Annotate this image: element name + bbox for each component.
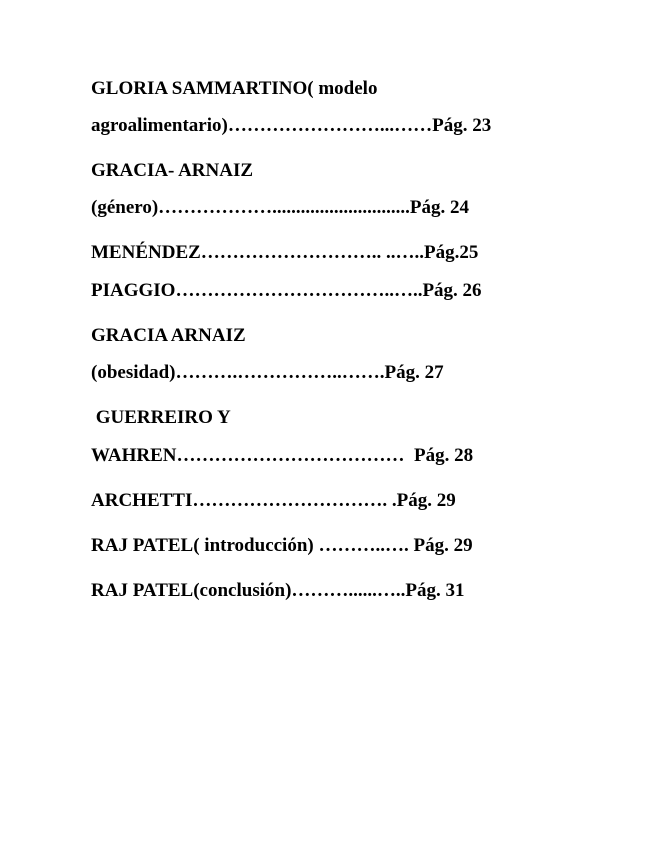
toc-entry-archetti: ARCHETTI…………………………. .Pág. 29	[91, 490, 456, 511]
toc-entry-gracia-arnaiz-genero-line-2: (género)……………….............................Pág. 24	[91, 197, 470, 218]
toc-entry-gracia-arnaiz-obesidad-line-1: GRACIA ARNAIZ	[91, 325, 246, 346]
toc-entry-guerreiro-wahren-line-2: WAHREN……………………………… Pág. 28	[91, 445, 474, 466]
toc-entry-raj-patel-introduccion: RAJ PATEL( introducción) ………..…. Pág. 29	[91, 535, 473, 556]
toc-entry-gracia-arnaiz-obesidad-line-2: (obesidad)……….……………..…….Pág. 27	[91, 362, 444, 383]
toc-entry-guerreiro-wahren-line-1: GUERREIRO Y	[91, 407, 231, 428]
toc-entry-gracia-arnaiz-genero-line-1: GRACIA- ARNAIZ	[91, 160, 254, 181]
toc-entry-sammartino-line-2: agroalimentario)……………………...……Pág. 23	[91, 115, 492, 136]
toc-entry-menendez: MENÉNDEZ……………………….. ..…..Pág.25	[91, 242, 479, 263]
toc-entry-sammartino-line-1: GLORIA SAMMARTINO( modelo	[91, 78, 378, 99]
toc-entry-piaggio: PIAGGIO……………………………..…..Pág. 26	[91, 280, 482, 301]
toc-entry-raj-patel-conclusion: RAJ PATEL(conclusión)………......…..Pág. 31	[91, 580, 465, 601]
